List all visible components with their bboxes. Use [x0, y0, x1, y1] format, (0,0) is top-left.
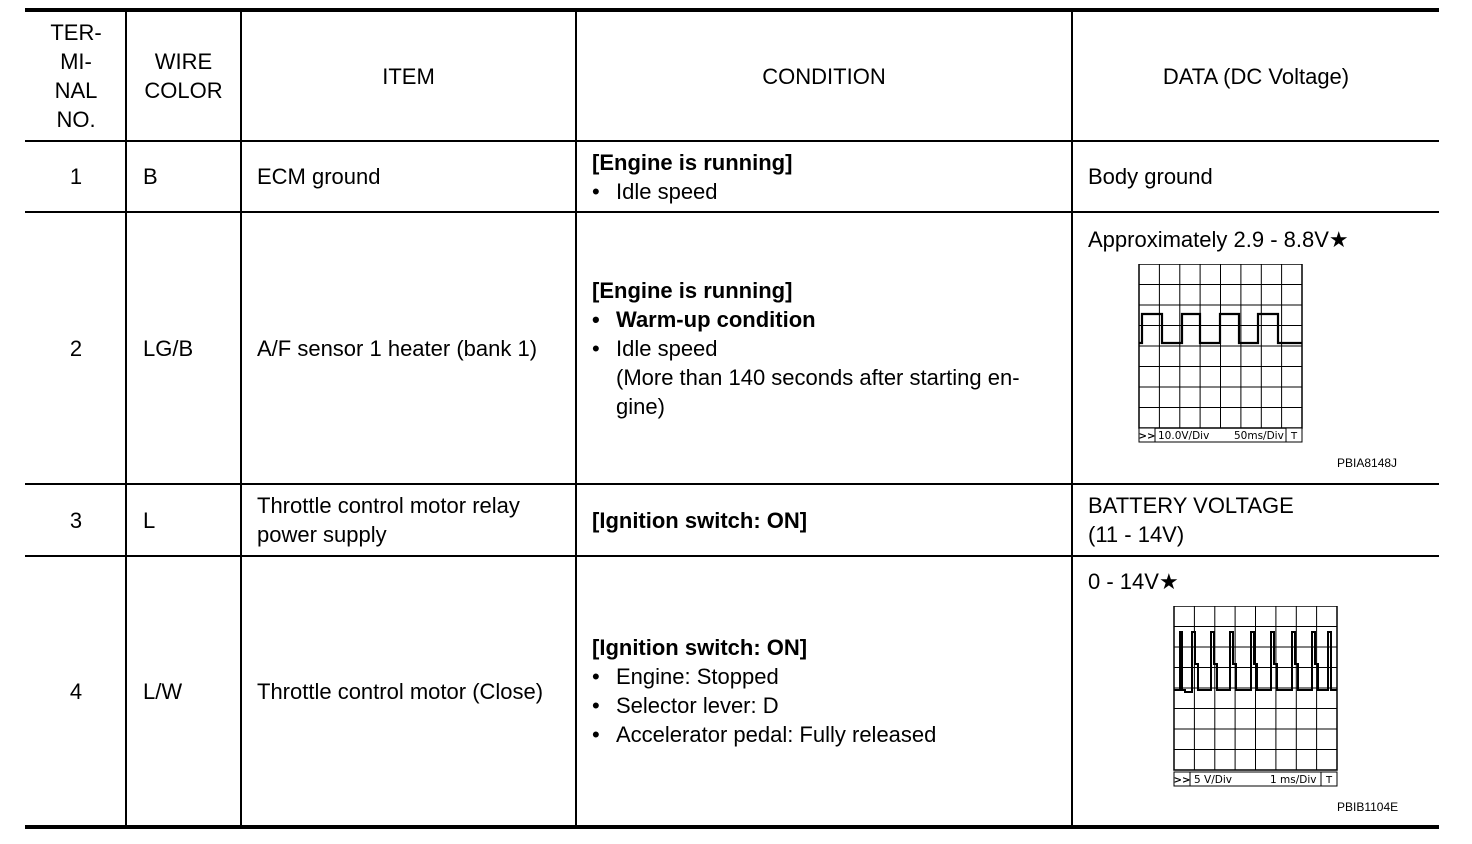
row-4-condition	[592, 557, 1070, 825]
item-text: ECM ground	[257, 164, 381, 189]
header-condition-label: CONDITION	[762, 63, 886, 89]
condition-note: (More than 140 seconds after starting en-	[616, 364, 1020, 390]
row-2-terminal	[27, 213, 125, 483]
row-1-wire	[143, 142, 240, 211]
header-item	[242, 12, 575, 140]
star-icon: ★	[1158, 569, 1179, 594]
data-text: (11 - 14V)	[1088, 522, 1185, 547]
header-wire-line: COLOR	[144, 78, 223, 103]
row-2-item	[257, 213, 575, 483]
row-2-data	[1088, 225, 1438, 254]
terminal-number: 1	[69, 164, 83, 189]
condition-title: [Ignition switch: ON]	[592, 635, 808, 660]
data-text: Approximately 2.9 - 8.8V	[1088, 227, 1329, 252]
table-bottom-rule	[25, 825, 1439, 829]
condition-title: [Engine is running]	[592, 277, 793, 303]
figure-id: PBIA8148J	[1337, 456, 1398, 470]
scope-trigger: T	[1325, 775, 1333, 786]
header-terminal-line: MI-	[60, 49, 92, 74]
oscilloscope-waveform-2	[1173, 606, 1339, 788]
data-text: 0 - 14V	[1088, 569, 1159, 594]
header-terminal-line: TER-	[50, 20, 102, 45]
oscilloscope-waveform-1	[1138, 264, 1304, 444]
item-text: Throttle control motor (Close)	[257, 678, 544, 704]
row-4-item	[257, 557, 575, 825]
header-data-label: DATA (DC Voltage)	[1162, 63, 1350, 89]
scope-time-per-div: 1 ms/Div	[1270, 774, 1317, 786]
header-wire-color	[127, 12, 240, 140]
header-item-label: ITEM	[382, 63, 435, 89]
row-4-data	[1088, 567, 1438, 596]
row-4-wire	[143, 557, 240, 825]
item-text: power supply	[257, 522, 387, 547]
header-condition	[577, 12, 1071, 140]
data-text: BATTERY VOLTAGE	[1088, 493, 1294, 518]
condition-bullet: • Idle speed	[592, 334, 1070, 363]
row-1-item	[257, 142, 575, 211]
item-text: Throttle control motor relay	[257, 493, 520, 518]
scope-volts-per-div: 10.0V/Div	[1158, 430, 1210, 442]
scope-time-per-div: 50ms/Div	[1234, 430, 1284, 442]
scope-trigger: T	[1290, 431, 1298, 442]
header-wire-line: WIRE	[154, 49, 213, 74]
condition-bullet: • Selector lever: D	[592, 691, 1070, 720]
header-data	[1073, 12, 1439, 140]
row-1-terminal	[27, 142, 125, 211]
wire-color: LG/B	[143, 335, 194, 361]
header-terminal-no	[27, 12, 125, 140]
row-2-condition	[592, 213, 1070, 483]
row-3-terminal	[27, 485, 125, 555]
row-1-condition	[592, 142, 1070, 211]
wire-color: B	[143, 164, 158, 189]
header-terminal-line: NO.	[56, 107, 96, 132]
condition-bullet: • Engine: Stopped	[592, 662, 1070, 691]
row-3-item	[257, 485, 575, 555]
wire-color: L/W	[143, 678, 183, 704]
condition-bullet: • Accelerator pedal: Fully released	[592, 720, 1070, 749]
header-terminal-line: NAL	[54, 78, 98, 103]
condition-title: [Ignition switch: ON]	[592, 507, 808, 533]
scope-marker: >>	[1173, 775, 1191, 786]
row-3-data	[1088, 485, 1438, 555]
row-4-terminal	[27, 557, 125, 825]
terminal-number: 3	[69, 507, 83, 533]
item-text: A/F sensor 1 heater (bank 1)	[257, 335, 538, 361]
condition-note: gine)	[616, 393, 665, 419]
row-1-data	[1088, 142, 1438, 211]
figure-id: PBIB1104E	[1337, 800, 1399, 814]
row-3-condition	[592, 485, 1070, 555]
condition-bullet: • Warm-up condition	[592, 305, 1070, 334]
scope-marker: >>	[1138, 431, 1156, 442]
condition-bullet: • Idle speed	[592, 177, 1070, 206]
star-icon: ★	[1328, 227, 1349, 252]
condition-title: [Engine is running]	[592, 149, 793, 175]
wire-color: L	[143, 507, 156, 533]
row-2-wire	[143, 213, 240, 483]
row-3-wire	[143, 485, 240, 555]
data-text: Body ground	[1088, 164, 1213, 189]
terminal-number: 2	[69, 335, 83, 361]
scope-volts-per-div: 5 V/Div	[1194, 774, 1232, 786]
terminal-number: 4	[69, 678, 83, 704]
